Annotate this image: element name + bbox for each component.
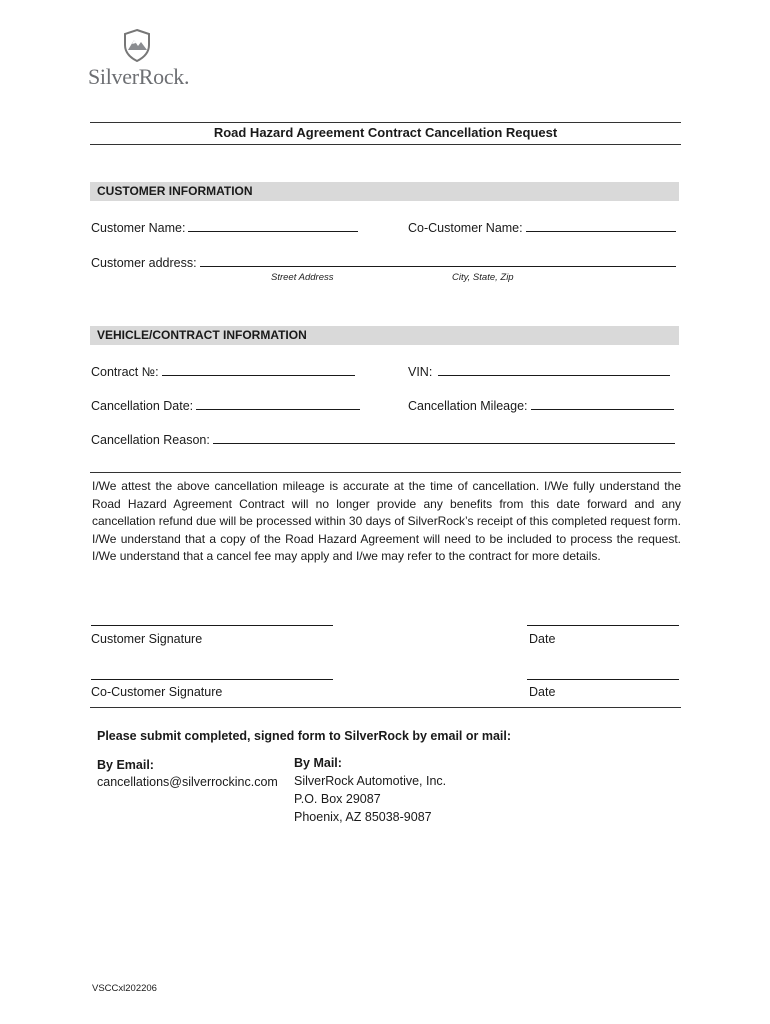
cancellation-date-field[interactable] (91, 398, 360, 413)
co-customer-name-field[interactable] (408, 220, 676, 235)
customer-address-label: Customer address: (91, 256, 197, 270)
customer-info-header (90, 182, 679, 201)
cancellation-mileage-label: Cancellation Mileage: (408, 399, 528, 413)
co-customer-signature-line[interactable] (91, 679, 333, 680)
attestation-text: I/We attest the above cancellation mileage is accurate at the time of cancellation. I/We fully understand the Road Hazard Agreement Contract will no longer provide any benefits from this date forward and any cancellation refund due will be processed within 30 days of SilverRock’s receipt of this completed request form. I/We understand that a copy of the Road Hazard Agreement will need to be included to process the request. I/We understand that a cancel fee may apply and I/we may refer to the contract for more details. (92, 479, 681, 563)
email-heading: By Email: (97, 758, 154, 772)
customer-info-heading: CUSTOMER INFORMATION (97, 184, 253, 198)
title-bottom-rule (90, 144, 681, 145)
street-address-caption: Street Address (271, 272, 334, 283)
logo-wordmark (88, 64, 189, 90)
mail-line-company: SilverRock Automotive, Inc. (294, 774, 447, 788)
co-customer-name-label: Co-Customer Name: (408, 221, 523, 235)
mail-line-city: Phoenix, AZ 85038-9087 (294, 810, 432, 824)
email-link[interactable]: cancellations@silverrockinc.com (97, 775, 278, 789)
cancellation-date-label: Cancellation Date: (91, 399, 194, 413)
logo-name: SilverRock (88, 64, 184, 89)
page-title: Road Hazard Agreement Contract Cancellation Request (213, 125, 558, 140)
city-state-zip-caption: City, State, Zip (452, 272, 514, 283)
date-line-2[interactable] (527, 679, 679, 680)
vin-label: VIN: (408, 365, 433, 379)
customer-address-line[interactable] (200, 255, 676, 267)
date-label-2: Date (529, 685, 556, 699)
cancellation-mileage-field[interactable] (408, 398, 674, 413)
customer-signature-line[interactable] (91, 625, 333, 626)
customer-name-field[interactable] (91, 220, 358, 235)
attestation-top-rule (90, 472, 681, 473)
co-customer-signature-label: Co-Customer Signature (91, 685, 223, 699)
vehicle-info-header (90, 326, 679, 345)
mail-heading: By Mail: (294, 756, 342, 770)
vin-line[interactable] (438, 364, 670, 376)
date-label-1: Date (529, 632, 556, 646)
cancellation-mileage-line[interactable] (531, 398, 674, 410)
mail-line-pobox: P.O. Box 29087 (294, 792, 381, 806)
signatures-bottom-rule (90, 707, 681, 708)
cancellation-reason-field[interactable] (91, 432, 675, 447)
contract-number-field[interactable] (91, 364, 355, 379)
submit-instruction: Please submit completed, signed form to SilverRock by email or mail: (97, 729, 512, 743)
customer-signature-label: Customer Signature (91, 632, 203, 646)
customer-address-field[interactable] (91, 255, 676, 270)
form-code: VSCCxl202206 (92, 983, 157, 994)
shield-mountain-icon (120, 28, 154, 62)
logo-mark: . (184, 64, 190, 89)
vin-field[interactable] (408, 364, 670, 379)
silverrock-logo (86, 28, 196, 92)
title-top-rule (90, 122, 681, 123)
cancellation-reason-label: Cancellation Reason: (91, 433, 210, 447)
cancellation-date-line[interactable] (196, 398, 360, 410)
co-customer-name-line[interactable] (526, 220, 676, 232)
customer-name-line[interactable] (188, 220, 358, 232)
vehicle-info-heading: VEHICLE/CONTRACT INFORMATION (97, 328, 307, 342)
date-line-1[interactable] (527, 625, 679, 626)
contract-number-label: Contract №: (91, 365, 159, 379)
cancellation-reason-line[interactable] (213, 432, 675, 444)
contract-number-line[interactable] (162, 364, 355, 376)
customer-name-label: Customer Name: (91, 221, 186, 235)
